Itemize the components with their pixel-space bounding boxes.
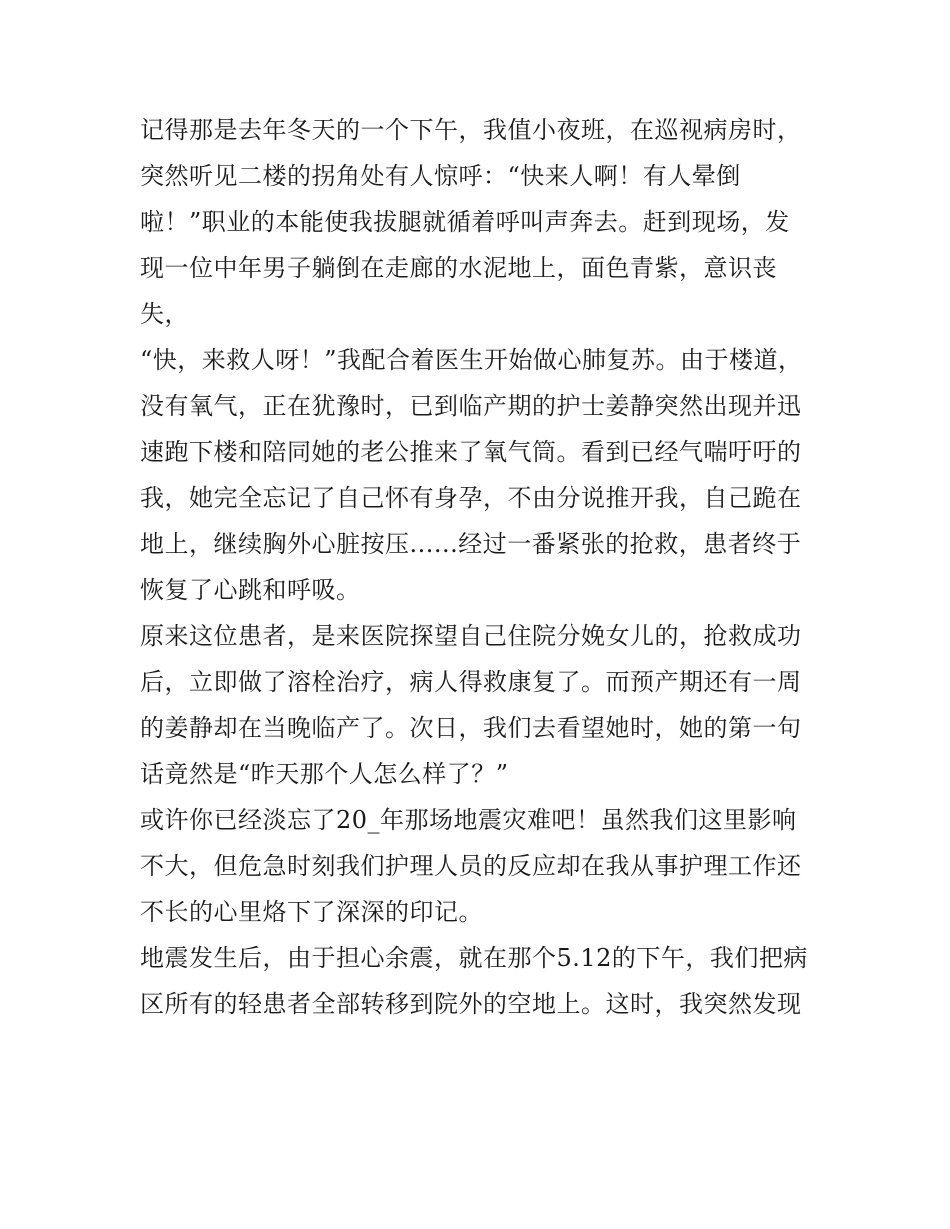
text-line: 现一位中年男子躺倒在走廊的水泥地上，面色青紫，意识丧 <box>140 254 777 282</box>
text-line: 地上，继续胸外心脏按压......经过一番紧张的抢救，患者终于 <box>140 530 802 558</box>
text-line: “快，来救人呀！”我配合着医生开始做心肺复苏。由于楼道， <box>140 346 803 374</box>
text-line: 不大，但危急时刻我们护理人员的反应却在我从事护理工作还 <box>140 852 802 880</box>
text-line: 后，立即做了溶栓治疗，病人得救康复了。而预产期还有一周 <box>140 668 802 696</box>
text-line: 没有氧气，正在犹豫时，已到临产期的护士姜静突然出现并迅 <box>140 392 802 420</box>
text-line: 记得那是去年冬天的一个下午，我值小夜班，在巡视病房时， <box>140 116 802 144</box>
text-line: 我，她完全忘记了自己怀有身孕，不由分说推开我，自己跪在 <box>140 484 802 512</box>
text-line: 恢复了心跳和呼吸。 <box>140 576 361 604</box>
text-line: 或许你已经淡忘了20_年那场地震灾难吧！虽然我们这里影响 <box>140 806 797 834</box>
text-line: 啦！”职业的本能使我拔腿就循着呼叫声奔去。赶到现场，发 <box>140 208 790 236</box>
text-line: 地震发生后，由于担心余震，就在那个5.12的下午，我们把病 <box>140 944 808 972</box>
text-line: 区所有的轻患者全部转移到院外的空地上。这时，我突然发现 <box>140 990 802 1018</box>
document-body <box>140 107 815 1027</box>
text-line: 突然听见二楼的拐角处有人惊呼：“快来人啊！有人晕倒 <box>140 162 741 190</box>
text-line: 的姜静却在当晚临产了。次日，我们去看望她时，她的第一句 <box>140 714 802 742</box>
text-line: 不长的心里烙下了深深的印记。 <box>140 898 483 926</box>
text-line: 失， <box>140 300 189 328</box>
text-line: 话竟然是“昨天那个人怎么样了？” <box>140 760 509 788</box>
text-line: 速跑下楼和陪同她的老公推来了氧气筒。看到已经气喘吁吁的 <box>140 438 802 466</box>
text-line: 原来这位患者，是来医院探望自己住院分娩女儿的，抢救成功 <box>140 622 802 650</box>
